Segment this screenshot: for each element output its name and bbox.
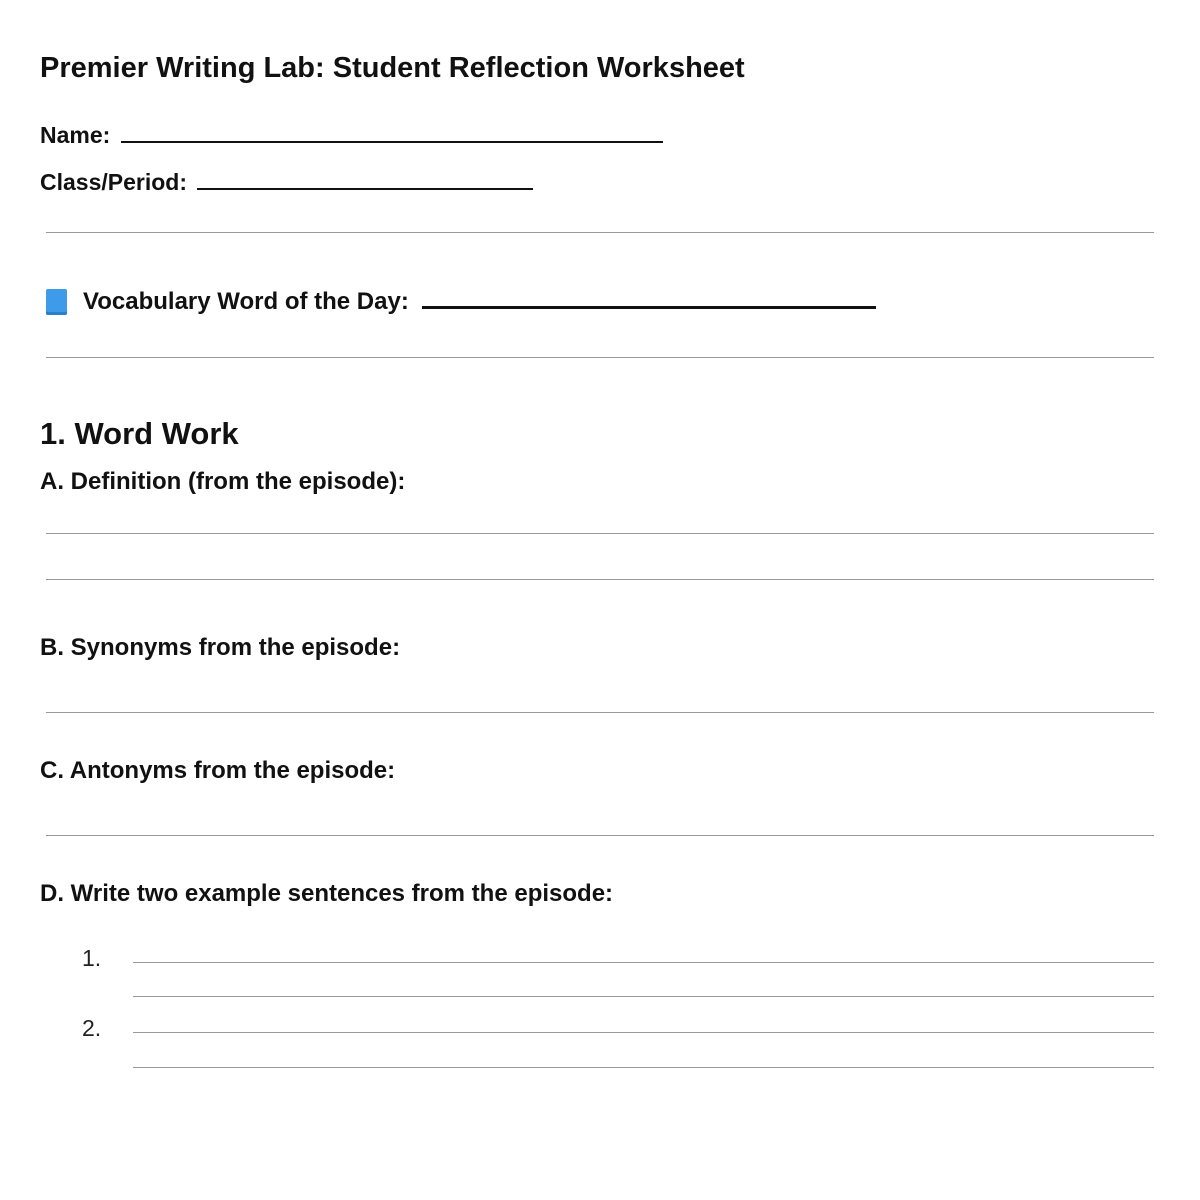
name-label: Name: (40, 122, 111, 148)
answer-line[interactable] (46, 579, 1154, 580)
part-d-label: D. Write two example sentences from the episode: (40, 880, 614, 907)
part-c-label: C. Antonyms from the episode: (40, 757, 396, 784)
answer-line[interactable] (133, 1067, 1154, 1068)
vocab-label: Vocabulary Word of the Day: (83, 288, 409, 315)
blue-book-icon (46, 289, 67, 315)
answer-line[interactable] (133, 996, 1154, 997)
section-heading: 1. Word Work (40, 416, 239, 451)
vocab-blank-line[interactable] (422, 305, 876, 309)
answer-line[interactable] (46, 835, 1154, 836)
name-blank-line[interactable] (121, 140, 663, 143)
part-b-label: B. Synonyms from the episode: (40, 634, 401, 661)
sentence-number: 2. (82, 1015, 102, 1041)
answer-line[interactable] (46, 533, 1154, 534)
vocab-field (83, 288, 876, 316)
divider (46, 357, 1154, 358)
sentence-number: 1. (82, 945, 102, 971)
answer-line[interactable] (46, 712, 1154, 713)
worksheet-title: Premier Writing Lab: Student Reflection Worksheet (40, 52, 745, 84)
class-period-field (40, 169, 533, 196)
divider (46, 232, 1154, 233)
answer-line[interactable] (133, 1032, 1154, 1033)
name-field (40, 122, 663, 149)
class-period-blank-line[interactable] (197, 187, 533, 190)
answer-line[interactable] (133, 962, 1154, 963)
part-a-label: A. Definition (from the episode): (40, 468, 406, 495)
class-period-label: Class/Period: (40, 169, 187, 195)
